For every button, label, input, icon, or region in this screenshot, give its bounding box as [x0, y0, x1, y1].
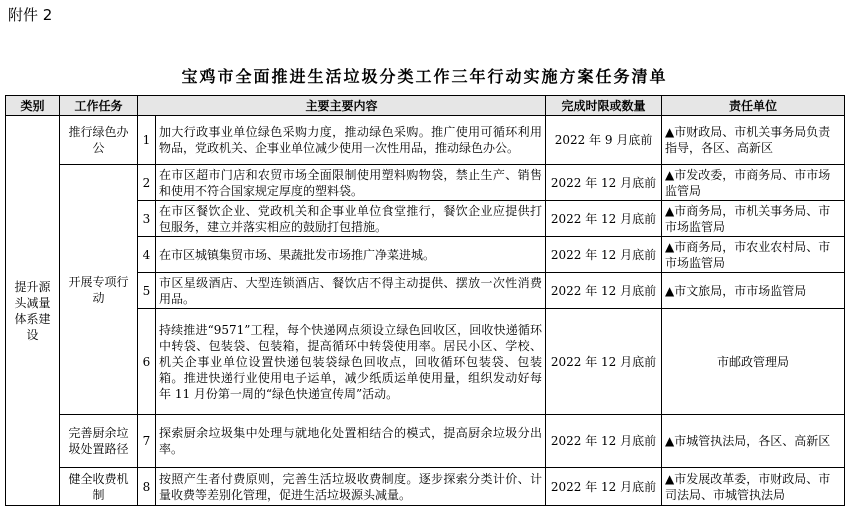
- row-number: 2: [138, 165, 156, 201]
- responsible-cell: ▲市发改委，市商务局、市市场监管局: [662, 165, 845, 201]
- table-row: [6, 165, 845, 201]
- responsible-cell: 市邮政管理局: [662, 309, 845, 415]
- content-cell: 持续推进“9571”工程，每个快递网点须设立绿色回收区，回收快递循环中转袋、包装袋、包装箱，提高循环中转袋使用率。居民小区、学校、机关企事业单位设置快递包装袋绿色回收点，回收循环包装袋、包装箱。推进快递行业使用电子运单，减少纸质运单使用量，组织发动好每年 11 月份第一周的“绿色快递宣传周”活动。: [156, 309, 546, 415]
- document-title: 宝鸡市全面推进生活垃圾分类工作三年行动实施方案任务清单: [181, 67, 668, 86]
- responsible-cell: ▲市商务局，市机关事务局、市市场监管局: [662, 201, 845, 237]
- responsible-cell: ▲市发展改革委，市财政局、市司法局、市城管执法局: [662, 468, 845, 506]
- content-cell: 探索厨余垃圾集中处理与就地化处置相结合的模式，提高厨余垃圾分出率。: [156, 415, 546, 468]
- content-cell: 市区星级酒店、大型连锁酒店、餐饮店不得主动提供、摆放一次性消费用品。: [156, 273, 546, 309]
- row-number: 7: [138, 415, 156, 468]
- task-cell: 推行绿色办公: [60, 116, 138, 165]
- header-responsible: 责任单位: [662, 96, 845, 116]
- table-header-row: [6, 96, 845, 116]
- deadline-cell: 2022 年 12 月底前: [546, 237, 662, 273]
- table-row: [6, 468, 845, 506]
- deadline-cell: 2022 年 12 月底前: [546, 415, 662, 468]
- deadline-cell: 2022 年 12 月底前: [546, 165, 662, 201]
- deadline-cell: 2022 年 12 月底前: [546, 468, 662, 506]
- header-task: 工作任务: [60, 96, 138, 116]
- task-cell: 健全收费机制: [60, 468, 138, 506]
- content-cell: 在市区餐饮企业、党政机关和企事业单位食堂推行，餐饮企业应提供打包服务，建立并落实相应的鼓励打包措施。: [156, 201, 546, 237]
- row-number: 4: [138, 237, 156, 273]
- content-cell: 在市区超市门店和农贸市场全面限制使用塑料购物袋，禁止生产、销售和使用不符合国家规定厚度的塑料袋。: [156, 165, 546, 201]
- row-number: 1: [138, 116, 156, 165]
- content-cell: 加大行政事业单位绿色采购力度，推动绿色采购。推广使用可循环利用物品，党政机关、企事业单位减少使用一次性用品，推动绿色办公。: [156, 116, 546, 165]
- content-cell: 在市区城镇集贸市场、果蔬批发市场推广净菜进城。: [156, 237, 546, 273]
- responsible-cell: ▲市城管执法局，各区、高新区: [662, 415, 845, 468]
- row-number: 3: [138, 201, 156, 237]
- deadline-cell: 2022 年 12 月底前: [546, 273, 662, 309]
- row-number: 8: [138, 468, 156, 506]
- responsible-cell: ▲市商务局，市农业农村局、市市场监管局: [662, 237, 845, 273]
- header-deadline: 完成时限或数量: [546, 96, 662, 116]
- attachment-label: 附件 2: [8, 6, 53, 24]
- row-number: 5: [138, 273, 156, 309]
- task-cell: 完善厨余垃圾处置路径: [60, 415, 138, 468]
- table-row: [6, 116, 845, 165]
- content-cell: 按照产生者付费原则，完善生活垃圾收费制度。逐步探索分类计价、计量收费等差别化管理，促进生活垃圾源头减量。: [156, 468, 546, 506]
- deadline-cell: 2022 年 12 月底前: [546, 201, 662, 237]
- row-number: 6: [138, 309, 156, 415]
- category-cell: 提升源头减量体系建设: [6, 116, 60, 506]
- task-list-table: [5, 95, 845, 506]
- header-category: 类别: [6, 96, 60, 116]
- responsible-cell: ▲市财政局、市机关事务局负责指导，各区、高新区: [662, 116, 845, 165]
- deadline-cell: 2022 年 9 月底前: [546, 116, 662, 165]
- deadline-cell: 2022 年 12 月底前: [546, 309, 662, 415]
- task-cell: 开展专项行动: [60, 165, 138, 415]
- responsible-cell: ▲市文旅局，市市场监管局: [662, 273, 845, 309]
- header-content: 主要主要内容: [138, 96, 546, 116]
- table-row: [6, 415, 845, 468]
